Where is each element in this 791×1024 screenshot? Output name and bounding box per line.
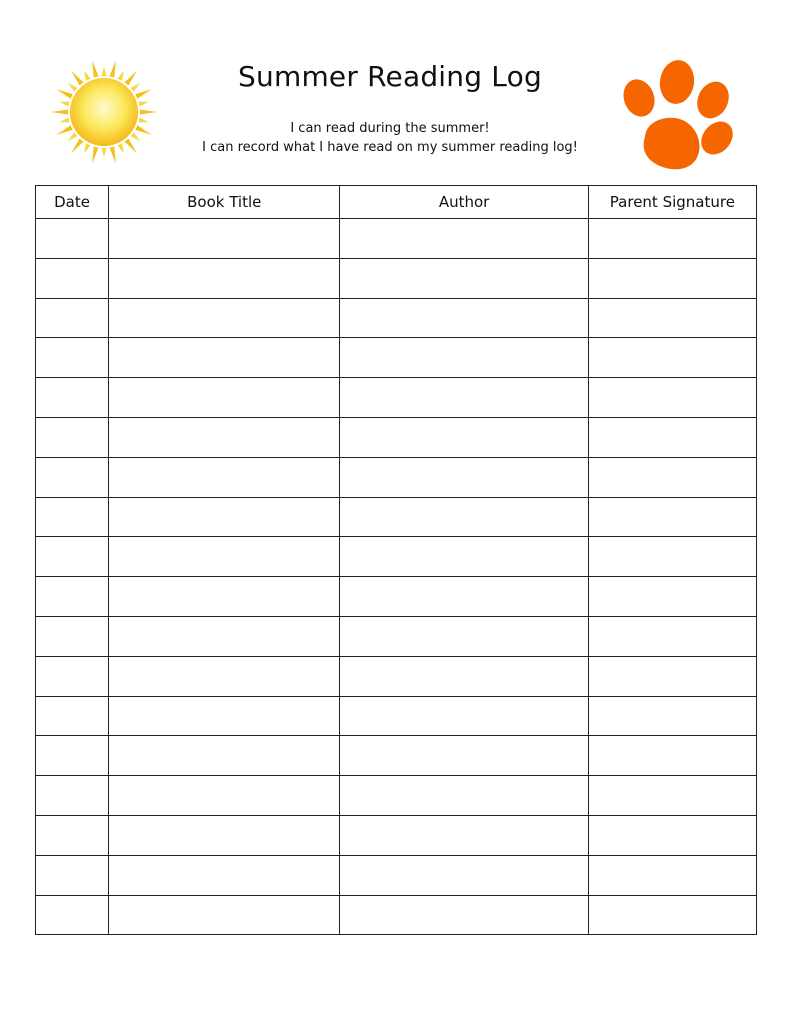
author-cell[interactable]	[340, 258, 588, 298]
table-row	[36, 577, 757, 617]
sun-ray	[124, 139, 137, 154]
table-row	[36, 895, 757, 935]
table-row	[36, 338, 757, 378]
table-row	[36, 258, 757, 298]
sun-ray	[59, 102, 69, 107]
subtitle-line-1: I can read during the summer!	[290, 121, 490, 136]
author-cell[interactable]	[340, 776, 588, 816]
parent-signature-cell[interactable]	[588, 298, 756, 338]
author-cell[interactable]	[340, 815, 588, 855]
date-cell[interactable]	[36, 378, 109, 418]
table-row	[36, 417, 757, 457]
book-title-cell[interactable]	[109, 736, 340, 776]
sun-ray	[139, 102, 149, 107]
author-cell[interactable]	[340, 457, 588, 497]
sun-ray	[51, 110, 68, 115]
book-title-cell[interactable]	[109, 616, 340, 656]
book-title-cell[interactable]	[109, 219, 340, 259]
book-title-cell[interactable]	[109, 258, 340, 298]
sun-ray	[135, 89, 152, 99]
author-cell[interactable]	[340, 219, 588, 259]
sun-ray	[131, 132, 141, 140]
parent-signature-cell[interactable]	[588, 219, 756, 259]
table-row	[36, 815, 757, 855]
date-cell[interactable]	[36, 815, 109, 855]
author-cell[interactable]	[340, 537, 588, 577]
date-cell[interactable]	[36, 219, 109, 259]
date-cell[interactable]	[36, 298, 109, 338]
author-cell[interactable]	[340, 696, 588, 736]
sun-ray	[71, 139, 84, 154]
table-row	[36, 457, 757, 497]
reading-log-table	[35, 185, 757, 935]
sun-ray	[140, 110, 157, 115]
book-title-cell[interactable]	[109, 497, 340, 537]
column-header-book-title: Book Title	[109, 186, 340, 219]
sun-ray	[59, 118, 69, 123]
parent-signature-cell[interactable]	[588, 855, 756, 895]
sun-ray	[117, 71, 124, 81]
table-row	[36, 298, 757, 338]
book-title-cell[interactable]	[109, 338, 340, 378]
sun-icon	[50, 58, 158, 166]
date-cell[interactable]	[36, 338, 109, 378]
date-cell[interactable]	[36, 417, 109, 457]
date-cell[interactable]	[36, 696, 109, 736]
date-cell[interactable]	[36, 736, 109, 776]
column-header-author: Author	[340, 186, 588, 219]
table-header-row	[36, 186, 757, 219]
parent-signature-cell[interactable]	[588, 656, 756, 696]
date-cell[interactable]	[36, 457, 109, 497]
sun-ray	[102, 66, 107, 76]
parent-signature-cell[interactable]	[588, 577, 756, 617]
author-cell[interactable]	[340, 656, 588, 696]
sun-ray	[110, 60, 116, 77]
sun-ray	[84, 143, 91, 153]
book-title-cell[interactable]	[109, 776, 340, 816]
parent-signature-cell[interactable]	[588, 537, 756, 577]
book-title-cell[interactable]	[109, 696, 340, 736]
sun-ray	[92, 147, 98, 164]
tiger-paw-icon	[617, 58, 739, 174]
book-title-cell[interactable]	[109, 457, 340, 497]
date-cell[interactable]	[36, 497, 109, 537]
table-row	[36, 616, 757, 656]
sun-ray	[135, 125, 152, 135]
date-cell[interactable]	[36, 616, 109, 656]
date-cell[interactable]	[36, 258, 109, 298]
date-cell[interactable]	[36, 537, 109, 577]
parent-signature-cell[interactable]	[588, 815, 756, 855]
book-title-cell[interactable]	[109, 417, 340, 457]
parent-signature-cell[interactable]	[588, 616, 756, 656]
column-header-date: Date	[36, 186, 109, 219]
author-cell[interactable]	[340, 895, 588, 935]
book-title-cell[interactable]	[109, 537, 340, 577]
book-title-cell[interactable]	[109, 378, 340, 418]
book-title-cell[interactable]	[109, 577, 340, 617]
parent-signature-cell[interactable]	[588, 895, 756, 935]
author-cell[interactable]	[340, 616, 588, 656]
table-row	[36, 736, 757, 776]
parent-signature-cell[interactable]	[588, 776, 756, 816]
parent-signature-cell[interactable]	[588, 378, 756, 418]
parent-signature-cell[interactable]	[588, 497, 756, 537]
column-header-parent-signature: Parent Signature	[588, 186, 756, 219]
date-cell[interactable]	[36, 656, 109, 696]
parent-signature-cell[interactable]	[588, 736, 756, 776]
sun-ray	[84, 71, 91, 81]
table-row	[36, 537, 757, 577]
sun-ray	[71, 71, 84, 86]
author-cell[interactable]	[340, 497, 588, 537]
sun-ray	[68, 83, 78, 91]
sun-ray	[139, 118, 149, 123]
author-cell[interactable]	[340, 378, 588, 418]
sun-ray	[124, 71, 137, 86]
table-row	[36, 378, 757, 418]
parent-signature-cell[interactable]	[588, 696, 756, 736]
author-cell[interactable]	[340, 298, 588, 338]
date-cell[interactable]	[36, 855, 109, 895]
author-cell[interactable]	[340, 338, 588, 378]
date-cell[interactable]	[36, 577, 109, 617]
author-cell[interactable]	[340, 736, 588, 776]
author-cell[interactable]	[340, 855, 588, 895]
page-title: Summer Reading Log	[238, 60, 542, 93]
book-title-cell[interactable]	[109, 656, 340, 696]
book-title-cell[interactable]	[109, 895, 340, 935]
sun-ray	[110, 147, 116, 164]
parent-signature-cell[interactable]	[588, 338, 756, 378]
sun-ray	[68, 132, 78, 140]
book-title-cell[interactable]	[109, 855, 340, 895]
table-row	[36, 696, 757, 736]
table-row	[36, 855, 757, 895]
table-row	[36, 497, 757, 537]
table-row	[36, 656, 757, 696]
parent-signature-cell[interactable]	[588, 258, 756, 298]
sun-ray	[56, 125, 72, 135]
book-title-cell[interactable]	[109, 815, 340, 855]
sun-ray	[102, 148, 107, 158]
parent-signature-cell[interactable]	[588, 417, 756, 457]
book-title-cell[interactable]	[109, 298, 340, 338]
sun-ray	[117, 143, 124, 153]
author-cell[interactable]	[340, 417, 588, 457]
subtitle-line-2: I can record what I have read on my summer reading log!	[202, 140, 578, 155]
date-cell[interactable]	[36, 895, 109, 935]
author-cell[interactable]	[340, 577, 588, 617]
table-row	[36, 776, 757, 816]
parent-signature-cell[interactable]	[588, 457, 756, 497]
sun-ray	[92, 60, 98, 77]
date-cell[interactable]	[36, 776, 109, 816]
sun-ray	[131, 83, 141, 91]
table-row	[36, 219, 757, 259]
sun-ray	[56, 89, 72, 99]
